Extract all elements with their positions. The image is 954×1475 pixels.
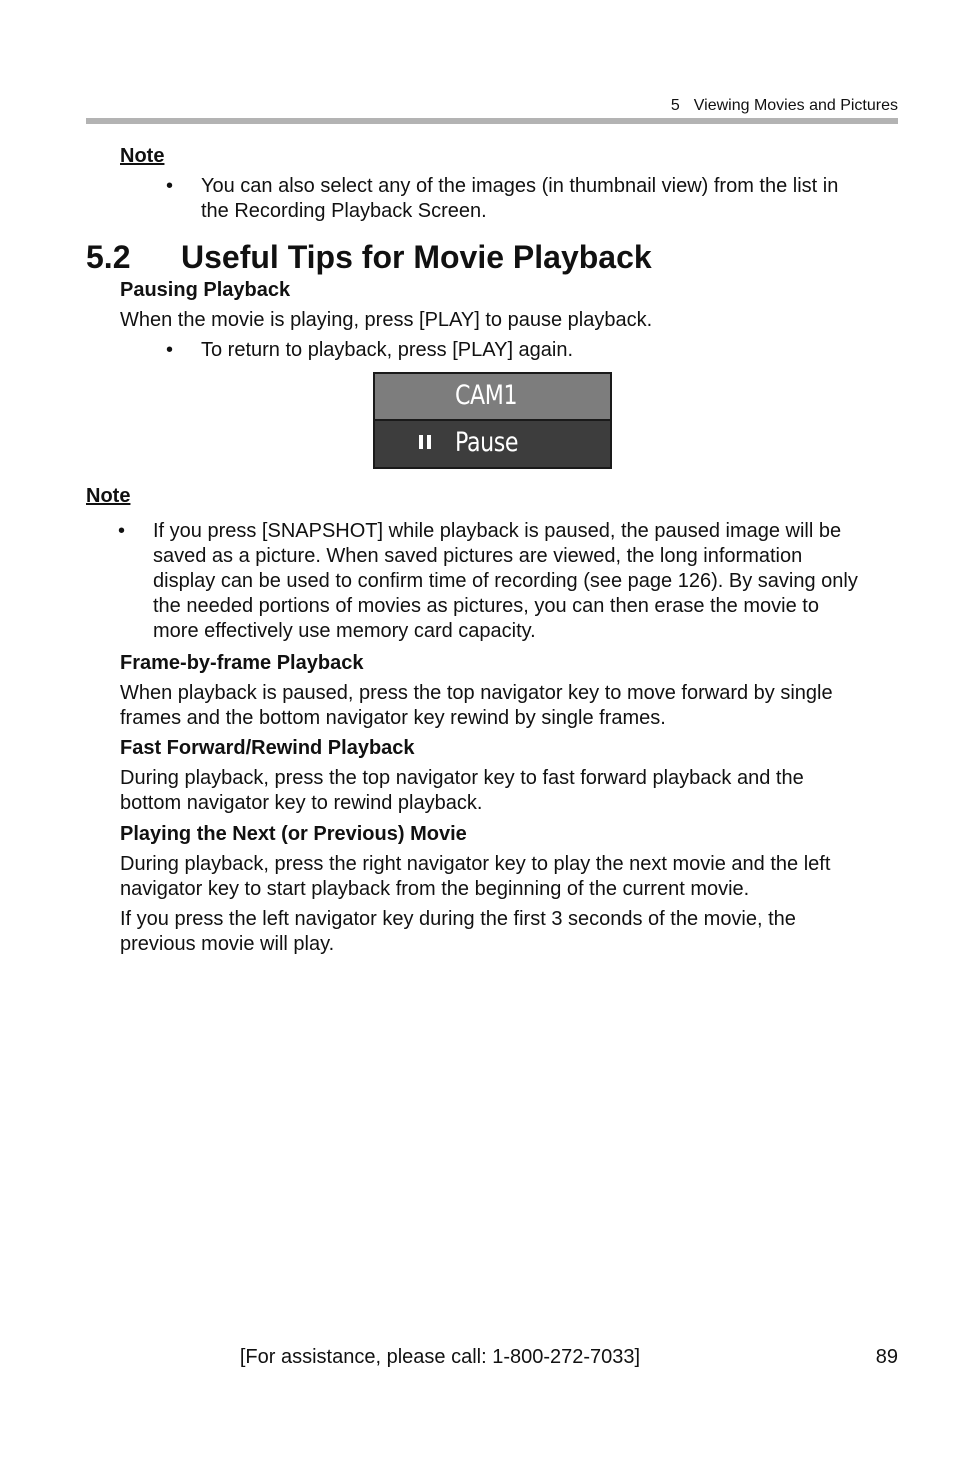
- pause-icon: [419, 435, 433, 449]
- bullet-glyph: •: [166, 175, 174, 197]
- subheading-pausing: Pausing Playback: [120, 279, 291, 301]
- header-rule: [86, 118, 898, 124]
- text-line: If you press the left navigator key during the first 3 seconds of the movie, the: [120, 908, 796, 930]
- note-label: Note: [120, 145, 165, 167]
- section-number: 5.2: [86, 239, 131, 275]
- text-line: more effectively use memory card capacity.: [153, 620, 536, 642]
- camera-label: CAM1: [455, 380, 518, 411]
- note-text: [201, 174, 838, 224]
- camera-display: [373, 372, 612, 469]
- subheading-fast-forward: Fast Forward/Rewind Playback: [120, 737, 415, 759]
- text-line: When playback is paused, press the top navigator key to move forward by single: [120, 682, 833, 704]
- note-text: [153, 519, 858, 644]
- status-row: [375, 421, 610, 467]
- text-line: During playback, press the right navigator key to play the next movie and the left: [120, 853, 831, 875]
- page-number: 89: [875, 1346, 898, 1368]
- camera-label-row: [375, 374, 610, 419]
- text-line: the needed portions of movies as pictures, you can then erase the movie to: [153, 595, 819, 617]
- section-title: Useful Tips for Movie Playback: [181, 239, 652, 275]
- previous-movie-text: [120, 907, 796, 957]
- text-line: the Recording Playback Screen.: [201, 200, 487, 222]
- text-line: During playback, press the top navigator key to fast forward playback and the: [120, 767, 804, 789]
- chapter-number: 5: [670, 97, 680, 114]
- section-heading: [86, 237, 652, 277]
- pausing-bullet-text: To return to playback, press [PLAY] again.: [201, 339, 574, 361]
- text-line: display can be used to confirm time of recording (see page 126). By saving only: [153, 570, 858, 592]
- subheading-next-movie: Playing the Next (or Previous) Movie: [120, 823, 467, 845]
- bullet-glyph: •: [166, 339, 174, 361]
- subheading-frame-by-frame: Frame-by-frame Playback: [120, 652, 364, 674]
- text-line: If you press [SNAPSHOT] while playback is paused, the paused image will be: [153, 520, 842, 542]
- note-label: Note: [86, 485, 131, 507]
- frame-by-frame-text: [120, 681, 833, 731]
- text-line: previous movie will play.: [120, 933, 335, 955]
- text-line: bottom navigator key to rewind playback.: [120, 792, 483, 814]
- bullet-glyph: •: [118, 520, 126, 542]
- fast-forward-text: [120, 766, 804, 816]
- next-movie-text: [120, 852, 830, 902]
- footer-assistance: [For assistance, please call: 1-800-272-7033]: [239, 1346, 641, 1368]
- pausing-text: When the movie is playing, press [PLAY] to pause playback.: [120, 309, 653, 331]
- text-line: You can also select any of the images (in thumbnail view) from the list in: [201, 175, 839, 197]
- running-header: [86, 96, 898, 116]
- chapter-title: Viewing Movies and Pictures: [693, 97, 898, 114]
- text-line: frames and the bottom navigator key rewind by single frames.: [120, 707, 666, 729]
- text-line: navigator key to start playback from the beginning of the current movie.: [120, 878, 750, 900]
- status-label: Pause: [455, 427, 519, 458]
- text-line: saved as a picture. When saved pictures are viewed, the long information: [153, 545, 803, 567]
